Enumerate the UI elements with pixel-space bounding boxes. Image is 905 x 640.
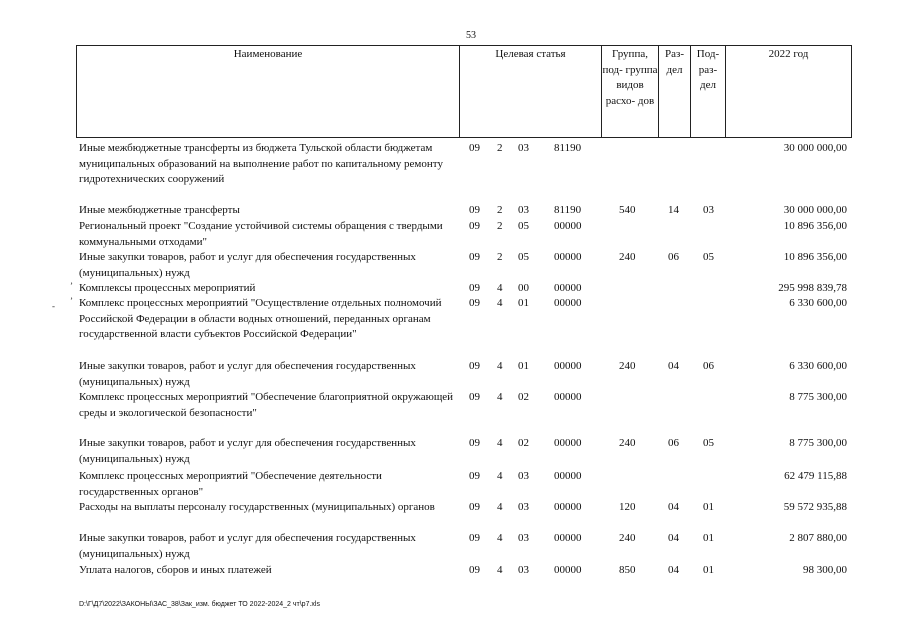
row-code-4: 00000 (554, 220, 582, 232)
row-subsection: 06 (703, 360, 714, 372)
row-name: Иные закупки товаров, работ и услуг для обеспечения государственных (муниципальных) нужд (79, 532, 416, 560)
margin-dash-mark: - (52, 301, 55, 311)
row-code-4: 00000 (554, 501, 582, 513)
row-amount: 30 000 000,00 (783, 142, 847, 154)
row-code-3: 02 (518, 437, 529, 449)
row-code-1: 09 (469, 470, 480, 482)
row-subsection: 01 (703, 564, 714, 576)
row-code-1: 09 (469, 282, 480, 294)
row-code-1: 09 (469, 204, 480, 216)
row-code-1: 09 (469, 391, 480, 403)
row-code-4: 00000 (554, 360, 582, 372)
row-section: 06 (668, 251, 679, 263)
row-amount: 62 479 115,88 (784, 470, 847, 482)
row-code-1: 09 (469, 297, 480, 309)
row-amount: 10 896 356,00 (783, 220, 847, 232)
row-name: Комплекс процессных мероприятий "Обеспечение деятельности государственных органов" (79, 470, 382, 498)
row-code-4: 00000 (554, 564, 582, 576)
row-code-4: 00000 (554, 470, 582, 482)
margin-tick-mark: ʼ (70, 296, 73, 306)
row-code-4: 81190 (554, 204, 582, 216)
row-code-2: 4 (497, 470, 503, 482)
row-section: 14 (668, 204, 679, 216)
header-name: Наименование (76, 45, 460, 138)
row-amount: 6 330 600,00 (789, 297, 847, 309)
row-code-2: 4 (497, 391, 503, 403)
row-code-2: 4 (497, 564, 503, 576)
row-code-3: 03 (518, 204, 529, 216)
margin-tick-mark: ʼ (70, 281, 73, 291)
row-code-2: 4 (497, 437, 503, 449)
row-code-4: 00000 (554, 391, 582, 403)
row-name: Иные межбюджетные трансферты из бюджета Тульской области бюджетам муниципальных образований на выполнение работ по капитальному ремонту гидротехнических сооружений (79, 142, 443, 186)
row-code-2: 4 (497, 360, 503, 372)
row-code-2: 2 (497, 204, 503, 216)
row-code-4: 00000 (554, 437, 582, 449)
row-section: 04 (668, 360, 679, 372)
row-code-1: 09 (469, 501, 480, 513)
row-section: 04 (668, 501, 679, 513)
row-subsection: 01 (703, 501, 714, 513)
row-amount: 10 896 356,00 (783, 251, 847, 263)
row-code-2: 2 (497, 142, 503, 154)
row-code-2: 2 (497, 220, 503, 232)
row-amount: 295 998 839,78 (778, 282, 847, 294)
header-expense-group: Группа, под- группа видов расхо- дов (601, 45, 659, 138)
row-code-3: 03 (518, 532, 529, 544)
row-expense-group: 540 (619, 204, 636, 216)
row-code-3: 05 (518, 251, 529, 263)
row-section: 04 (668, 564, 679, 576)
row-code-1: 09 (469, 142, 480, 154)
row-code-1: 09 (469, 360, 480, 372)
row-subsection: 05 (703, 437, 714, 449)
row-code-3: 05 (518, 220, 529, 232)
row-code-2: 4 (497, 532, 503, 544)
row-code-1: 09 (469, 251, 480, 263)
row-expense-group: 240 (619, 437, 636, 449)
row-code-1: 09 (469, 532, 480, 544)
row-code-2: 4 (497, 282, 503, 294)
header-target-article: Целевая статья (459, 45, 602, 138)
file-path-footer: D:\Г\Д7\2022\ЗАКОНЫ\ЗАС_38\Зак_изм. бюджет ТО 2022-2024_2 чт\р7.xls (79, 601, 320, 608)
row-code-3: 01 (518, 297, 529, 309)
row-code-1: 09 (469, 564, 480, 576)
row-code-3: 03 (518, 142, 529, 154)
row-expense-group: 240 (619, 532, 636, 544)
row-name: Иные межбюджетные трансферты (79, 204, 240, 216)
row-name: Расходы на выплаты персоналу государственных (муниципальных) органов (79, 501, 435, 513)
row-code-3: 01 (518, 360, 529, 372)
row-amount: 8 775 300,00 (789, 391, 847, 403)
row-code-4: 00000 (554, 297, 582, 309)
row-expense-group: 240 (619, 251, 636, 263)
row-code-1: 09 (469, 437, 480, 449)
row-subsection: 01 (703, 532, 714, 544)
row-code-2: 4 (497, 297, 503, 309)
row-amount: 6 330 600,00 (789, 360, 847, 372)
row-code-3: 03 (518, 501, 529, 513)
row-code-2: 4 (497, 501, 503, 513)
row-amount: 8 775 300,00 (789, 437, 847, 449)
row-code-4: 00000 (554, 282, 582, 294)
row-subsection: 03 (703, 204, 714, 216)
row-code-4: 81190 (554, 142, 582, 154)
header-section: Раз- дел (658, 45, 691, 138)
row-expense-group: 120 (619, 501, 636, 513)
row-name: Комплекс процессных мероприятий "Обеспечение благоприятной окружающей среды и экологической безопасности" (79, 391, 454, 419)
row-name: Иные закупки товаров, работ и услуг для обеспечения государственных (муниципальных) нужд (79, 437, 416, 465)
row-name: Региональный проект "Создание устойчивой системы обращения с твердыми коммунальными отходами" (79, 220, 443, 248)
row-code-2: 2 (497, 251, 503, 263)
row-name: Комплекс процессных мероприятий "Осуществление отдельных полномочий Российской Федерации в области водных отношений, переданных органам государственной власти субъектов Российской Федерации" (79, 297, 442, 341)
row-code-4: 00000 (554, 532, 582, 544)
row-name: Иные закупки товаров, работ и услуг для обеспечения государственных (муниципальных) нужд (79, 360, 416, 388)
row-code-4: 00000 (554, 251, 582, 263)
row-subsection: 05 (703, 251, 714, 263)
row-expense-group: 240 (619, 360, 636, 372)
row-code-1: 09 (469, 220, 480, 232)
row-name: Комплексы процессных мероприятий (79, 282, 256, 294)
row-name: Иные закупки товаров, работ и услуг для обеспечения государственных (муниципальных) нужд (79, 251, 416, 279)
row-section: 04 (668, 532, 679, 544)
row-amount: 30 000 000,00 (783, 204, 847, 216)
row-code-3: 00 (518, 282, 529, 294)
row-name: Уплата налогов, сборов и иных платежей (79, 564, 272, 576)
page-number: 53 (466, 30, 476, 41)
row-code-3: 03 (518, 470, 529, 482)
header-subsection: Под- раз- дел (690, 45, 726, 138)
row-expense-group: 850 (619, 564, 636, 576)
row-code-3: 02 (518, 391, 529, 403)
row-amount: 2 807 880,00 (789, 532, 847, 544)
row-code-3: 03 (518, 564, 529, 576)
row-amount: 98 300,00 (803, 564, 847, 576)
row-section: 06 (668, 437, 679, 449)
row-amount: 59 572 935,88 (783, 501, 847, 513)
header-year: 2022 год (725, 45, 852, 138)
